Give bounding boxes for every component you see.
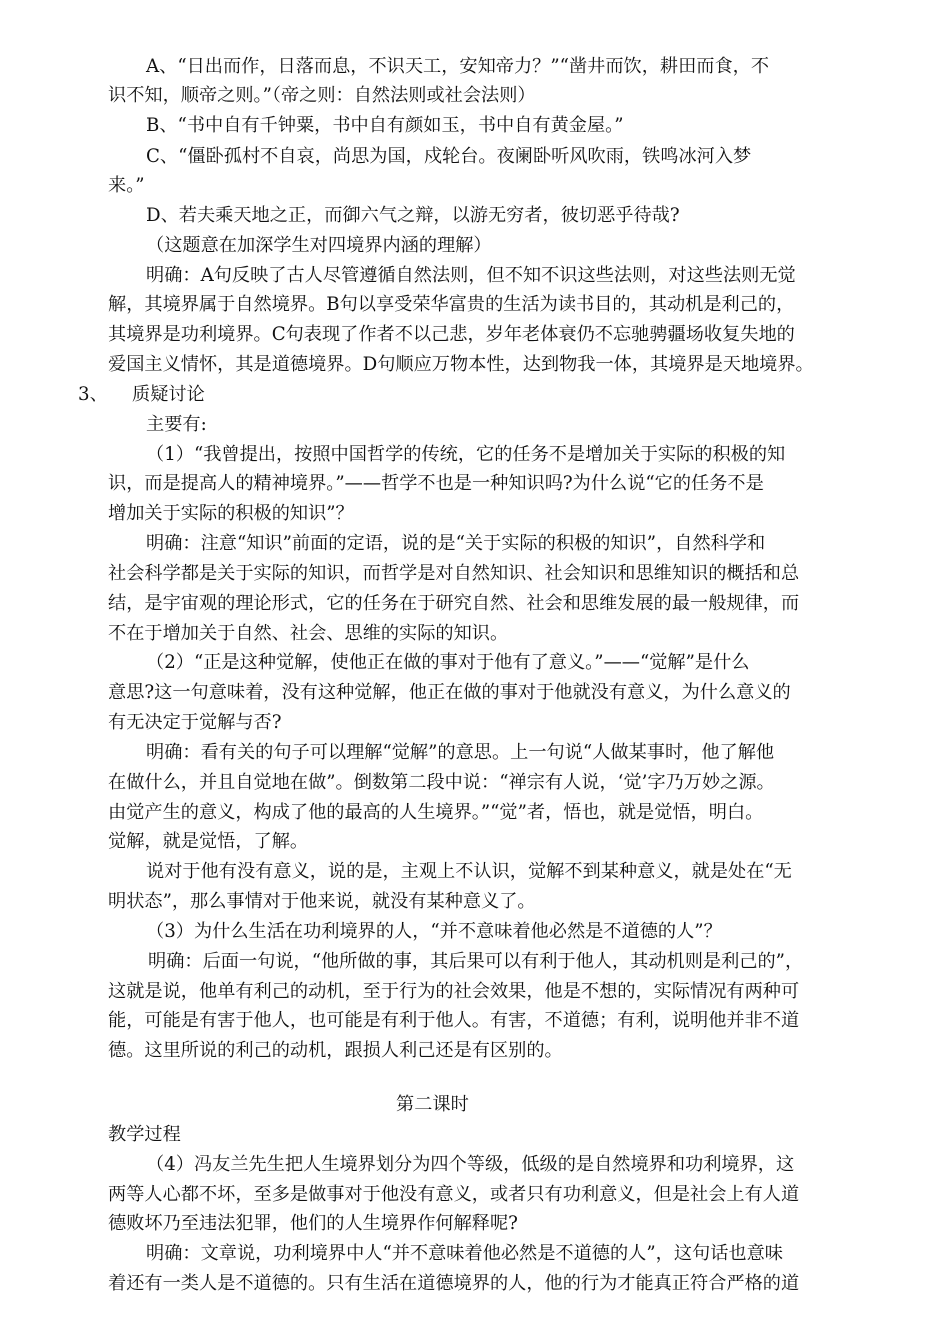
- text-line: 识不知，顺帝之则。”（帝之则：自然法则或社会法则）: [108, 85, 536, 106]
- text-line: B、“书中自有千钟粟，书中自有颜如玉，书中自有黄金屋。”: [146, 115, 624, 136]
- text-line: 由觉产生的意义，构成了他的最高的人生境界。”“觉”者，悟也，就是觉悟，明白。: [108, 802, 764, 823]
- text-line: 德败坏乃至违法犯罪，他们的人生境界作何解释呢?: [108, 1213, 518, 1234]
- text-line: 在做什么，并且自觉地在做”。倒数第二段中说：“禅宗有人说，‘觉’字乃万妙之源。: [108, 772, 775, 793]
- text-line: 明确：注意“知识”前面的定语，说的是“关于实际的积极的知识”，自然科学和: [146, 533, 766, 554]
- text-line: 这就是说，他单有利己的动机，至于行为的社会效果，他是不想的，实际情况有两种可: [108, 981, 800, 1002]
- text-line: （1）“我曾提出，按照中国哲学的传统，它的任务不是增加关于实际的积极的知: [146, 444, 786, 465]
- text-line: 爱国主义情怀，其是道德境界。D句顺应万物本性，达到物我一体，其境界是天地境界。: [108, 354, 814, 375]
- text-line: D、若夫乘天地之正，而御六气之辩，以游无穷者，彼切恶乎待哉?: [146, 205, 680, 226]
- text-line: 解，其境界属于自然境界。B句以享受荣华富贵的生活为读书目的，其动机是利己的，: [108, 294, 795, 315]
- text-line: 来。”: [108, 175, 145, 196]
- text-line: 明确：文章说，功利境界中人“并不意味着他必然是不道德的人”，这句话也意味: [146, 1243, 783, 1264]
- text-line: （这题意在加深学生对四境界内涵的理解）: [146, 235, 492, 256]
- lesson-title: 第二课时: [396, 1094, 469, 1115]
- text-line: （4）冯友兰先生把人生境界划分为四个等级，低级的是自然境界和功利境界，这: [146, 1154, 795, 1175]
- text-line: 主要有:: [146, 414, 207, 435]
- text-line: C、“僵卧孤村不自哀，尚思为国，戍轮台。夜阑卧听风吹雨，铁鸣冰河入梦: [146, 146, 752, 167]
- text-line: 觉解，就是觉悟，了解。: [108, 831, 309, 852]
- text-line: （2）“正是这种觉解，使他正在做的事对于他有了意义。”——“觉解”是什么: [146, 652, 750, 673]
- text-line: 德。这里所说的利己的动机，跟损人利己还是有区别的。: [108, 1040, 563, 1061]
- text-line: 社会科学都是关于实际的知识，而哲学是对自然知识、社会知识和思维知识的概括和总: [108, 563, 800, 584]
- text-line: 其境界是功利境界。C句表现了作者不以己悲，岁年老体衰仍不忘驰骋疆场收复失地的: [108, 324, 795, 345]
- text-line: 明确：看有关的句子可以理解“觉解”的意思。上一句说“人做某事时，他了解他: [146, 742, 775, 763]
- text-line: A、“日出而作，日落而息，不识天工，安知帝力？”“凿井而饮，耕田而食，不: [146, 56, 770, 77]
- text-line: 明状态”，那么事情对于他来说，就没有某种意义了。: [108, 891, 536, 912]
- text-line: 能，可能是有害于他人，也可能是有利于他人。有害，不道德；有利，说明他并非不道: [108, 1010, 800, 1031]
- text-line: （3）为什么生活在功利境界的人，“并不意味着他必然是不道德的人”？: [146, 921, 722, 942]
- text-line: 两等人心都不坏，至多是做事对于他没有意义，或者只有功利意义，但是社会上有人道: [108, 1184, 800, 1205]
- section-heading: 质疑讨论: [132, 384, 205, 405]
- list-number: 3、: [78, 384, 108, 405]
- text-line: 说对于他有没有意义，说的是，主观上不认识，觉解不到某种意义，就是处在“无: [146, 861, 792, 882]
- text-line: 识，而是提高人的精神境界。”——哲学不也是一种知识吗?为什么说“它的任务不是: [108, 473, 764, 494]
- text-line: 有无决定于觉解与否?: [108, 712, 282, 733]
- text-line: 明确：A句反映了古人尽管遵循自然法则，但不知不识这些法则，对这些法则无觉: [146, 265, 796, 286]
- text-line: 意思?这一句意味着，没有这种觉解，他正在做的事对于他就没有意义，为什么意义的: [108, 682, 791, 703]
- text-line: 不在于增加关于自然、社会、思维的实际的知识。: [108, 623, 509, 644]
- text-line: 着还有一类人是不道德的。只有生活在道德境界的人，他的行为才能真正符合严格的道: [108, 1273, 800, 1294]
- text-line: 增加关于实际的积极的知识”？: [108, 503, 354, 524]
- text-line: 结，是宇宙观的理论形式，它的任务在于研究自然、社会和思维发展的最一般规律，而: [108, 593, 800, 614]
- section-heading: 教学过程: [108, 1124, 181, 1145]
- text-line: 明确：后面一句说，“他所做的事，其后果可以有利于他人，其动机则是利己的”，: [148, 951, 804, 972]
